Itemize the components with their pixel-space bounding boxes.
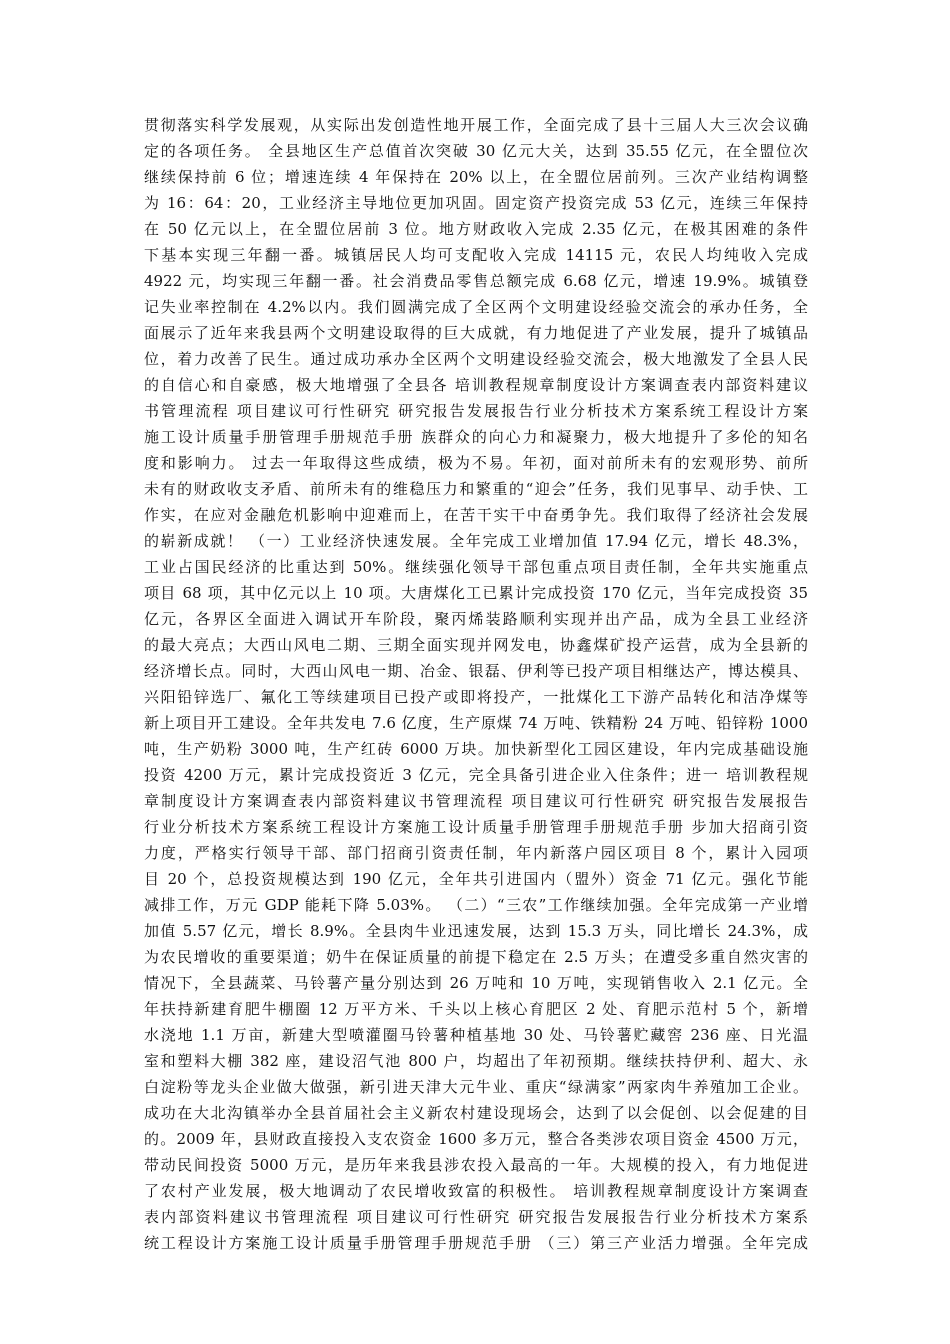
- text-line: 书管理流程 项目建议可行性研究 研究报告发展报告行业分析技术方案系统工程设计方案: [144, 402, 808, 420]
- text-line: 投资 4200 万元，累计完成投资近 3 亿元，完全具备引进企业入住条件；进一 培训教程规: [144, 766, 808, 784]
- text-line: 了农村产业发展，极大地调动了农民增收致富的积极性。 培训教程规章制度设计方案调查: [144, 1182, 808, 1200]
- text-line: 面展示了近年来我县两个文明建设取得的巨大成就，有力地促进了产业发展，提升了城镇品: [144, 324, 808, 342]
- text-line: 吨，生产奶粉 3000 吨，生产红砖 6000 万块。加快新型化工园区建设，年内完成基础设施: [144, 740, 808, 758]
- text-line: 的。2009 年，县财政直接投入支农资金 1600 多万元，整合各类涉农项目资金 4500 万元，: [144, 1130, 808, 1148]
- text-line: 力度，严格实行领导干部、部门招商引资责任制，年内新落户园区项目 8 个，累计入园项: [144, 844, 808, 862]
- text-line: 继续保持前 6 位；增速连续 4 年保持在 20% 以上，在全盟位居前列。三次产业结构调整: [144, 168, 808, 186]
- text-line: 水浇地 1.1 万亩，新建大型喷灌圈马铃薯种植基地 30 处、马铃薯贮藏窖 236 座、日光温: [144, 1026, 808, 1044]
- text-line: 在 50 亿元以上，在全盟位居前 3 位。地方财政收入完成 2.35 亿元，在极其困难的条件: [144, 220, 808, 238]
- text-line: 情况下，全县蔬菜、马铃薯产量分别达到 26 万吨和 10 万吨，实现销售收入 2.1 亿元。全: [144, 974, 808, 992]
- text-line: 目 20 个，总投资规模达到 190 亿元，全年共引进国内（盟外）资金 71 亿元。强化节能: [144, 870, 808, 888]
- text-line: 记失业率控制在 4.2%以内。我们圆满完成了全区两个文明建设经验交流会的承办任务，全: [144, 298, 808, 316]
- text-line: 加值 5.57 亿元，增长 8.9%。全县肉牛业迅速发展，达到 15.3 万头，同比增长 24.3%，成: [144, 922, 808, 940]
- text-line: 经济增长点。同时，大西山风电一期、冶金、银磊、伊利等已投产项目相继达产，博达模具、: [144, 662, 808, 680]
- text-line: 成功在大北沟镇举办全县首届社会主义新农村建设现场会，达到了以会促创、以会促建的目: [144, 1104, 808, 1122]
- text-line: 贯彻落实科学发展观，从实际出发创造性地开展工作，全面完成了县十三届人大三次会议确: [144, 116, 808, 134]
- document-body: [144, 112, 808, 1256]
- text-line: 新上项目开工建设。全年共发电 7.6 亿度，生产原煤 74 万吨、铁精粉 24 万吨、铅锌粉 1000: [144, 714, 808, 732]
- text-line: 带动民间投资 5000 万元，是历年来我县涉农投入最高的一年。大规模的投入，有力地促进: [144, 1156, 808, 1174]
- text-line: 的最大亮点；大西山风电二期、三期全面实现并网发电，协鑫煤矿投产运营，成为全县新的: [144, 636, 808, 654]
- text-line: 下基本实现三年翻一番。城镇居民人均可支配收入完成 14115 元，农民人均纯收入完成: [144, 246, 808, 264]
- text-line: 度和影响力。 过去一年取得这些成绩，极为不易。年初，面对前所未有的宏观形势、前所: [144, 454, 808, 472]
- text-line: 施工设计质量手册管理手册规范手册 族群众的向心力和凝聚力，极大地提升了多伦的知名: [144, 428, 808, 446]
- text-line: 室和塑料大棚 382 座，建设沼气池 800 户，均超出了年初预期。继续扶持伊利、超大、永: [144, 1052, 808, 1070]
- text-line: 位，着力改善了民生。通过成功承办全区两个文明建设经验交流会，极大地激发了全县人民: [144, 350, 808, 368]
- text-line: 章制度设计方案调查表内部资料建议书管理流程 项目建议可行性研究 研究报告发展报告: [144, 792, 808, 810]
- text-line: 表内部资料建议书管理流程 项目建议可行性研究 研究报告发展报告行业分析技术方案系: [144, 1208, 808, 1226]
- text-line: 减排工作，万元 GDP 能耗下降 5.03%。 （二）“三农”工作继续加强。全年完成第一产业增: [144, 896, 808, 914]
- text-line: 兴阳铅锌选厂、氟化工等续建项目已投产或即将投产，一批煤化工下游产品转化和洁净煤等: [144, 688, 808, 706]
- text-line: 的崭新成就！ （一）工业经济快速发展。全年完成工业增加值 17.94 亿元，增长 48.3%，: [144, 532, 808, 550]
- text-line: 定的各项任务。 全县地区生产总值首次突破 30 亿元大关，达到 35.55 亿元，在全盟位次: [144, 142, 808, 160]
- text-line: 4922 元，均实现三年翻一番。社会消费品零售总额完成 6.68 亿元，增速 19.9%。城镇登: [144, 272, 808, 290]
- text-line: 年扶持新建育肥牛棚圈 12 万平方米、千头以上核心育肥区 2 处、育肥示范村 5 个，新增: [144, 1000, 808, 1018]
- text-line: 为农民增收的重要渠道；奶牛在保证质量的前提下稳定在 2.5 万头；在遭受多重自然灾害的: [144, 948, 808, 966]
- text-line: 白淀粉等龙头企业做大做强，新引进天津大元牛业、重庆“绿满家”两家肉牛养殖加工企业。: [144, 1078, 808, 1096]
- text-line: 工业占国民经济的比重达到 50%。继续强化领导干部包重点项目责任制，全年共实施重点: [144, 558, 808, 576]
- text-line: 为 16：64：20，工业经济主导地位更加巩固。固定资产投资完成 53 亿元，连续三年保持: [144, 194, 808, 212]
- text-line: 行业分析技术方案系统工程设计方案施工设计质量手册管理手册规范手册 步加大招商引资: [144, 818, 808, 836]
- text-line: 统工程设计方案施工设计质量手册管理手册规范手册 （三）第三产业活力增强。全年完成: [144, 1234, 808, 1252]
- text-line: 未有的财政收支矛盾、前所未有的维稳压力和繁重的“迎会”任务，我们见事早、动手快、工: [144, 480, 808, 498]
- text-line: 的自信心和自豪感，极大地增强了全县各 培训教程规章制度设计方案调查表内部资料建议: [144, 376, 808, 394]
- text-line: 项目 68 项，其中亿元以上 10 项。大唐煤化工已累计完成投资 170 亿元，当年完成投资 35: [144, 584, 808, 602]
- text-line: 亿元，各界区全面进入调试开车阶段，聚丙烯装路顺利实现并出产品，成为全县工业经济: [144, 610, 808, 628]
- text-line: 作实，在应对金融危机影响中迎难而上，在苦干实干中奋勇争先。我们取得了经济社会发展: [144, 506, 808, 524]
